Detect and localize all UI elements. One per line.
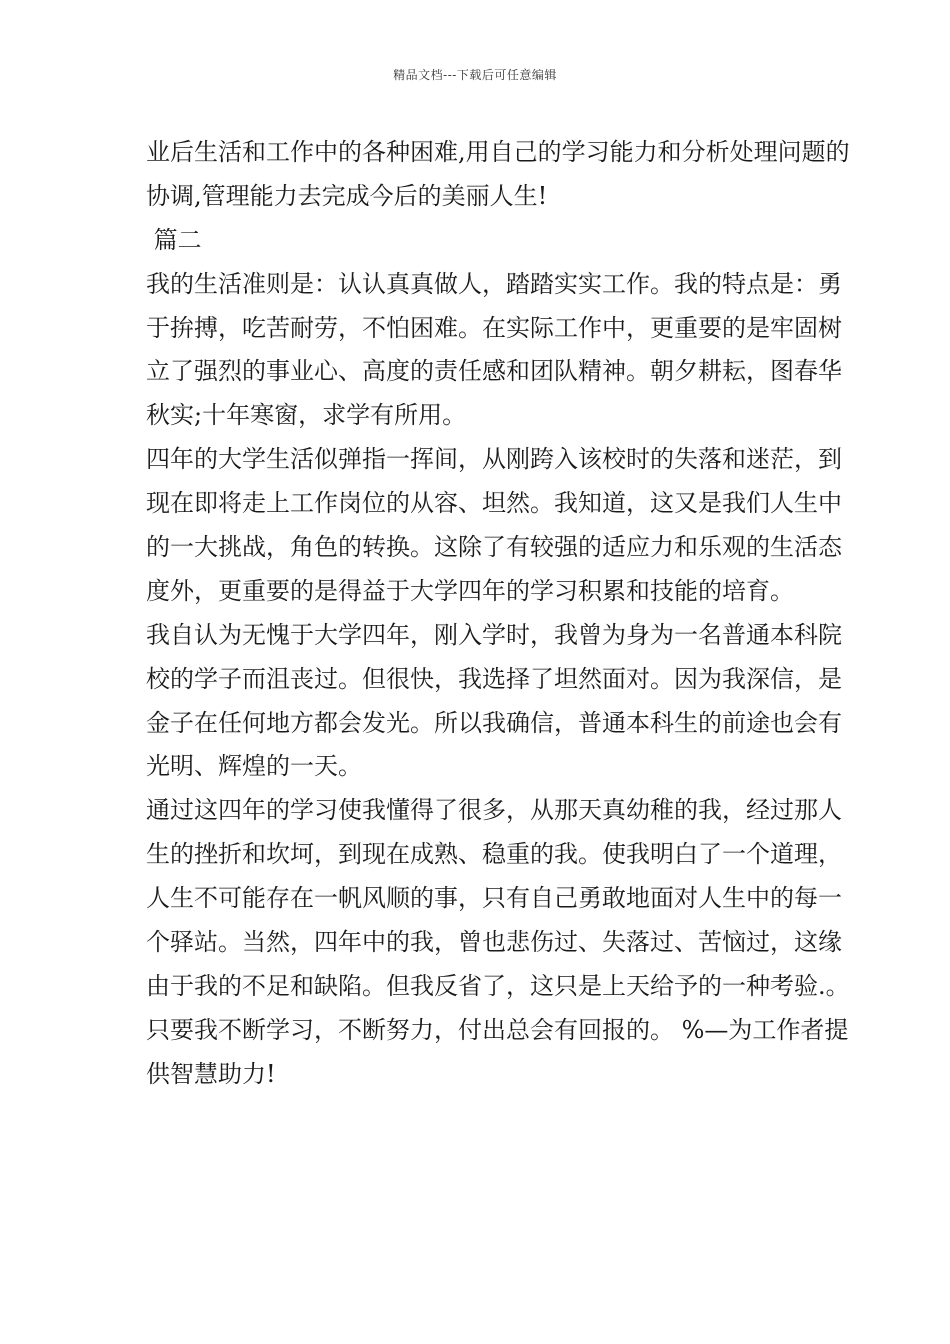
text-line: 现在即将走上工作岗位的从容、坦然。我知道，这又是我们人生中 xyxy=(146,489,842,518)
text-line: 人生不可能存在一帆风顺的事，只有自己勇敢地面对人生中的每一 xyxy=(146,884,842,913)
text-line: 供智慧助力! xyxy=(146,1059,276,1088)
text-line: 于拚搏，吃苦耐劳，不怕困难。在实际工作中，更重要的是牢固树 xyxy=(146,313,842,342)
text-line: 由于我的不足和缺陷。但我反省了，这只是上天给予的一种考验.。 xyxy=(146,971,850,1000)
text-line: 秋实;十年寒窗，求学有所用。 xyxy=(146,401,467,430)
text-line: 的一大挑战，角色的转换。这除了有较强的适应力和乐观的生活态 xyxy=(146,533,842,562)
text-line: 校的学子而沮丧过。但很快，我选择了坦然面对。因为我深信，是 xyxy=(146,664,842,693)
text-line: 个驿站。当然，四年中的我，曾也悲伤过、失落过、苦恼过，这缘 xyxy=(146,928,842,957)
text-line: 光明、辉煌的一天。 xyxy=(146,752,362,781)
text-line: 协调,管理能力去完成今后的美丽人生! xyxy=(146,181,548,210)
document-body xyxy=(146,131,850,1097)
text-line: 生的挫折和坎坷，到现在成熟、稳重的我。使我明白了一个道理， xyxy=(146,840,842,869)
text-line: 立了强烈的事业心、高度的责任感和团队精神。朝夕耕耘，图春华 xyxy=(146,357,842,386)
text-line: 金子在任何地方都会发光。所以我确信，普通本科生的前途也会有 xyxy=(146,708,842,737)
text-line: 只要我不断学习，不断努力，付出总会有回报的。 %—为工作者提 xyxy=(146,1015,849,1044)
text-line: 通过这四年的学习使我懂得了很多，从那天真幼稚的我，经过那人 xyxy=(146,796,842,825)
text-line: 我自认为无愧于大学四年，刚入学时，我曾为身为一名普通本科院 xyxy=(146,620,842,649)
text-line: 我的生活准则是：认认真真做人，踏踏实实工作。我的特点是：勇 xyxy=(146,269,842,298)
text-line: 度外，更重要的是得益于大学四年的学习积累和技能的培育。 xyxy=(146,576,794,605)
text-line: 业后生活和工作中的各种困难,用自己的学习能力和分析处理问题的 xyxy=(146,138,850,166)
page-header: 精品文档---下载后可任意编辑 xyxy=(393,68,557,82)
section-heading: 篇二 xyxy=(146,225,202,254)
text-line: 四年的大学生活似弹指一挥间，从刚跨入该校时的失落和迷茫，到 xyxy=(146,445,842,474)
